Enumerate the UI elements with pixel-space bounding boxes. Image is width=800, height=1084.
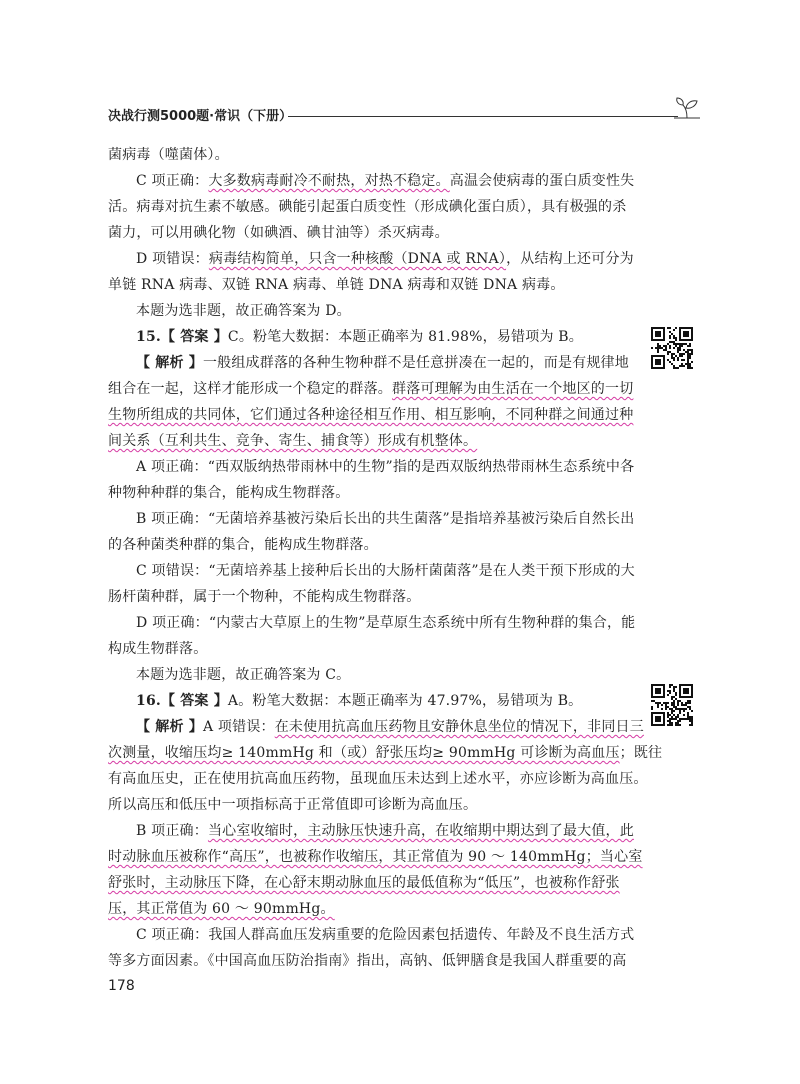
text-segment: C 项错误：“无菌培养基上接种后长出的大肠杆菌菌落”是在人类干预下形成的大	[136, 563, 635, 579]
text-line	[108, 922, 635, 948]
page-header	[108, 104, 700, 132]
text-segment: 单链 RNA 病毒、双链 RNA 病毒、单链 DNA 病毒和双链 DNA 病毒。	[108, 277, 565, 293]
underlined-text: 时动脉血压被称作“高压”，也被称作收缩压，其正常值为 90 ～ 140mmHg；当心室	[108, 849, 643, 865]
page-number: 178	[108, 978, 135, 994]
text-segment: D 项正确：“内蒙古大草原上的生物”是草原生态系统中所有生物种群的集合，能	[136, 615, 636, 631]
text-segment: 等多方面因素。《中国高血压防治指南》指出，高钠、低钾膳食是我国人群重要的高	[108, 953, 627, 969]
text-line	[108, 818, 634, 844]
text-line	[108, 714, 644, 740]
text-segment: D 项错误：	[136, 251, 209, 267]
text-segment: A 项错误：	[202, 719, 275, 735]
text-line	[108, 142, 620, 168]
underlined-text: 在未使用抗高血压药物且安静休息坐位的情况下，非同日三	[274, 719, 644, 735]
text-line	[108, 168, 635, 194]
text-line	[108, 636, 620, 662]
underlined-text: 生物所组成的共同体，它们通过各种途径相互作用、相互影响，不同种群之间通过种	[108, 407, 634, 423]
text-line	[108, 870, 620, 896]
bold-label: 【 解析 】	[136, 355, 203, 371]
bold-label: 15.【 答案 】	[136, 329, 228, 345]
text-line	[108, 376, 634, 402]
text-line	[108, 584, 620, 610]
bold-label: 16.【 答案 】	[136, 693, 228, 709]
underlined-text: 压，其正常值为 60 ～ 90mmHg。	[108, 901, 335, 917]
qr-code-icon[interactable]	[651, 327, 693, 369]
underlined-text: 大多数病毒耐冷不耐热，对热不稳定。	[208, 173, 450, 189]
text-segment: 所以高压和低压中一项指标高于正常值即可诊断为高血压。	[108, 797, 478, 813]
text-line	[108, 792, 620, 818]
text-segment: 构成生物群落。	[108, 641, 208, 657]
underlined-text: 次测量，收缩压均≥ 140mmHg 和（或）舒张压均≥ 90mmHg 可诊断为高血压	[108, 745, 620, 761]
text-segment: 种物种种群的集合，能构成生物群落。	[108, 485, 350, 501]
text-segment: B 项正确：“无菌培养基被污染后长出的共生菌落”是指培养基被污染后自然长出	[136, 511, 635, 527]
text-line	[108, 740, 663, 766]
text-line	[108, 272, 620, 298]
bold-label: 【 解析 】	[136, 719, 203, 735]
body-text	[108, 142, 663, 974]
text-line	[108, 324, 620, 350]
text-line	[108, 844, 643, 870]
text-segment: 组合在一起，这样才能形成一个稳定的群落。	[108, 381, 392, 397]
text-line	[108, 948, 627, 974]
text-segment: 菌病毒（噬菌体）。	[108, 147, 229, 163]
underlined-text: 群落可理解为由生活在一个地区的一切	[392, 381, 634, 397]
text-line	[108, 194, 627, 220]
text-segment: B 项正确：	[136, 823, 208, 839]
text-line	[108, 246, 634, 272]
text-segment: 肠杆菌种群，属于一个物种，不能构成生物群落。	[108, 589, 421, 605]
text-segment: A 项正确：“西双版纳热带雨林中的生物”指的是西双版纳热带雨林生态系统中各	[136, 459, 635, 475]
leaf-sprout-icon	[674, 96, 700, 120]
qr-code-icon[interactable]	[651, 684, 693, 726]
text-segment: C 项正确：	[136, 173, 209, 189]
text-line	[108, 766, 648, 792]
text-line	[108, 558, 635, 584]
text-segment: C。粉笔大数据：本题正确率为 81.98%，易错项为 B。	[227, 329, 583, 345]
text-line	[108, 532, 620, 558]
text-line	[108, 480, 620, 506]
text-line	[108, 506, 635, 532]
text-line	[108, 610, 636, 636]
text-segment: C 项正确：我国人群高血压发病重要的危险因素包括遗传、年龄及不良生活方式	[136, 927, 635, 943]
underlined-text: 当心室收缩时，主动脉压快速升高，在收缩期中期达到了最大值，此	[207, 823, 634, 839]
underlined-text: 病毒结构简单，只含一种核酸（DNA 或 RNA）	[208, 251, 507, 267]
text-line	[108, 688, 620, 714]
text-segment: 菌力，可以用碘化物（如碘酒、碘甘油等）杀灭病毒。	[108, 225, 449, 241]
text-line	[108, 428, 620, 454]
text-segment: 活。病毒对抗生素不敏感。碘能引起蛋白质变性（形成碘化蛋白质），具有极强的杀	[108, 199, 627, 215]
text-line	[108, 896, 620, 922]
text-line	[108, 402, 634, 428]
text-segment: 本题为选非题，故正确答案为 C。	[136, 667, 351, 683]
text-line	[108, 220, 620, 246]
text-segment: A。粉笔大数据：本题正确率为 47.97%，易错项为 B。	[227, 693, 583, 709]
text-segment: ；既往	[619, 745, 663, 761]
header-title: 决战行测5000题·常识（下册）	[108, 109, 293, 124]
text-segment: 高温会使病毒的蛋白质变性失	[449, 173, 635, 189]
text-segment: 一般组成群落的各种生物种群不是任意拼凑在一起的，而是有规律地	[202, 355, 629, 371]
text-line	[108, 662, 620, 688]
text-line	[108, 454, 635, 480]
text-segment: 本题为选非题，故正确答案为 D。	[136, 303, 351, 319]
underlined-text: 间关系（互利共生、竞争、寄生、捕食等）形成有机整体。	[108, 433, 478, 449]
text-segment: ，从结构上还可分为	[506, 251, 634, 267]
text-line	[108, 350, 629, 376]
text-line	[108, 298, 620, 324]
text-segment: 有高血压史，正在使用抗高血压药物，虽现血压未达到上述水平，亦应诊断为高血压。	[108, 771, 648, 787]
text-segment: 的各种菌类种群的集合，能构成生物群落。	[108, 537, 378, 553]
underlined-text: 舒张时，主动脉压下降，在心舒末期动脉血压的最低值称为“低压”，也被称作舒张	[108, 875, 620, 891]
header-rule	[288, 116, 678, 117]
